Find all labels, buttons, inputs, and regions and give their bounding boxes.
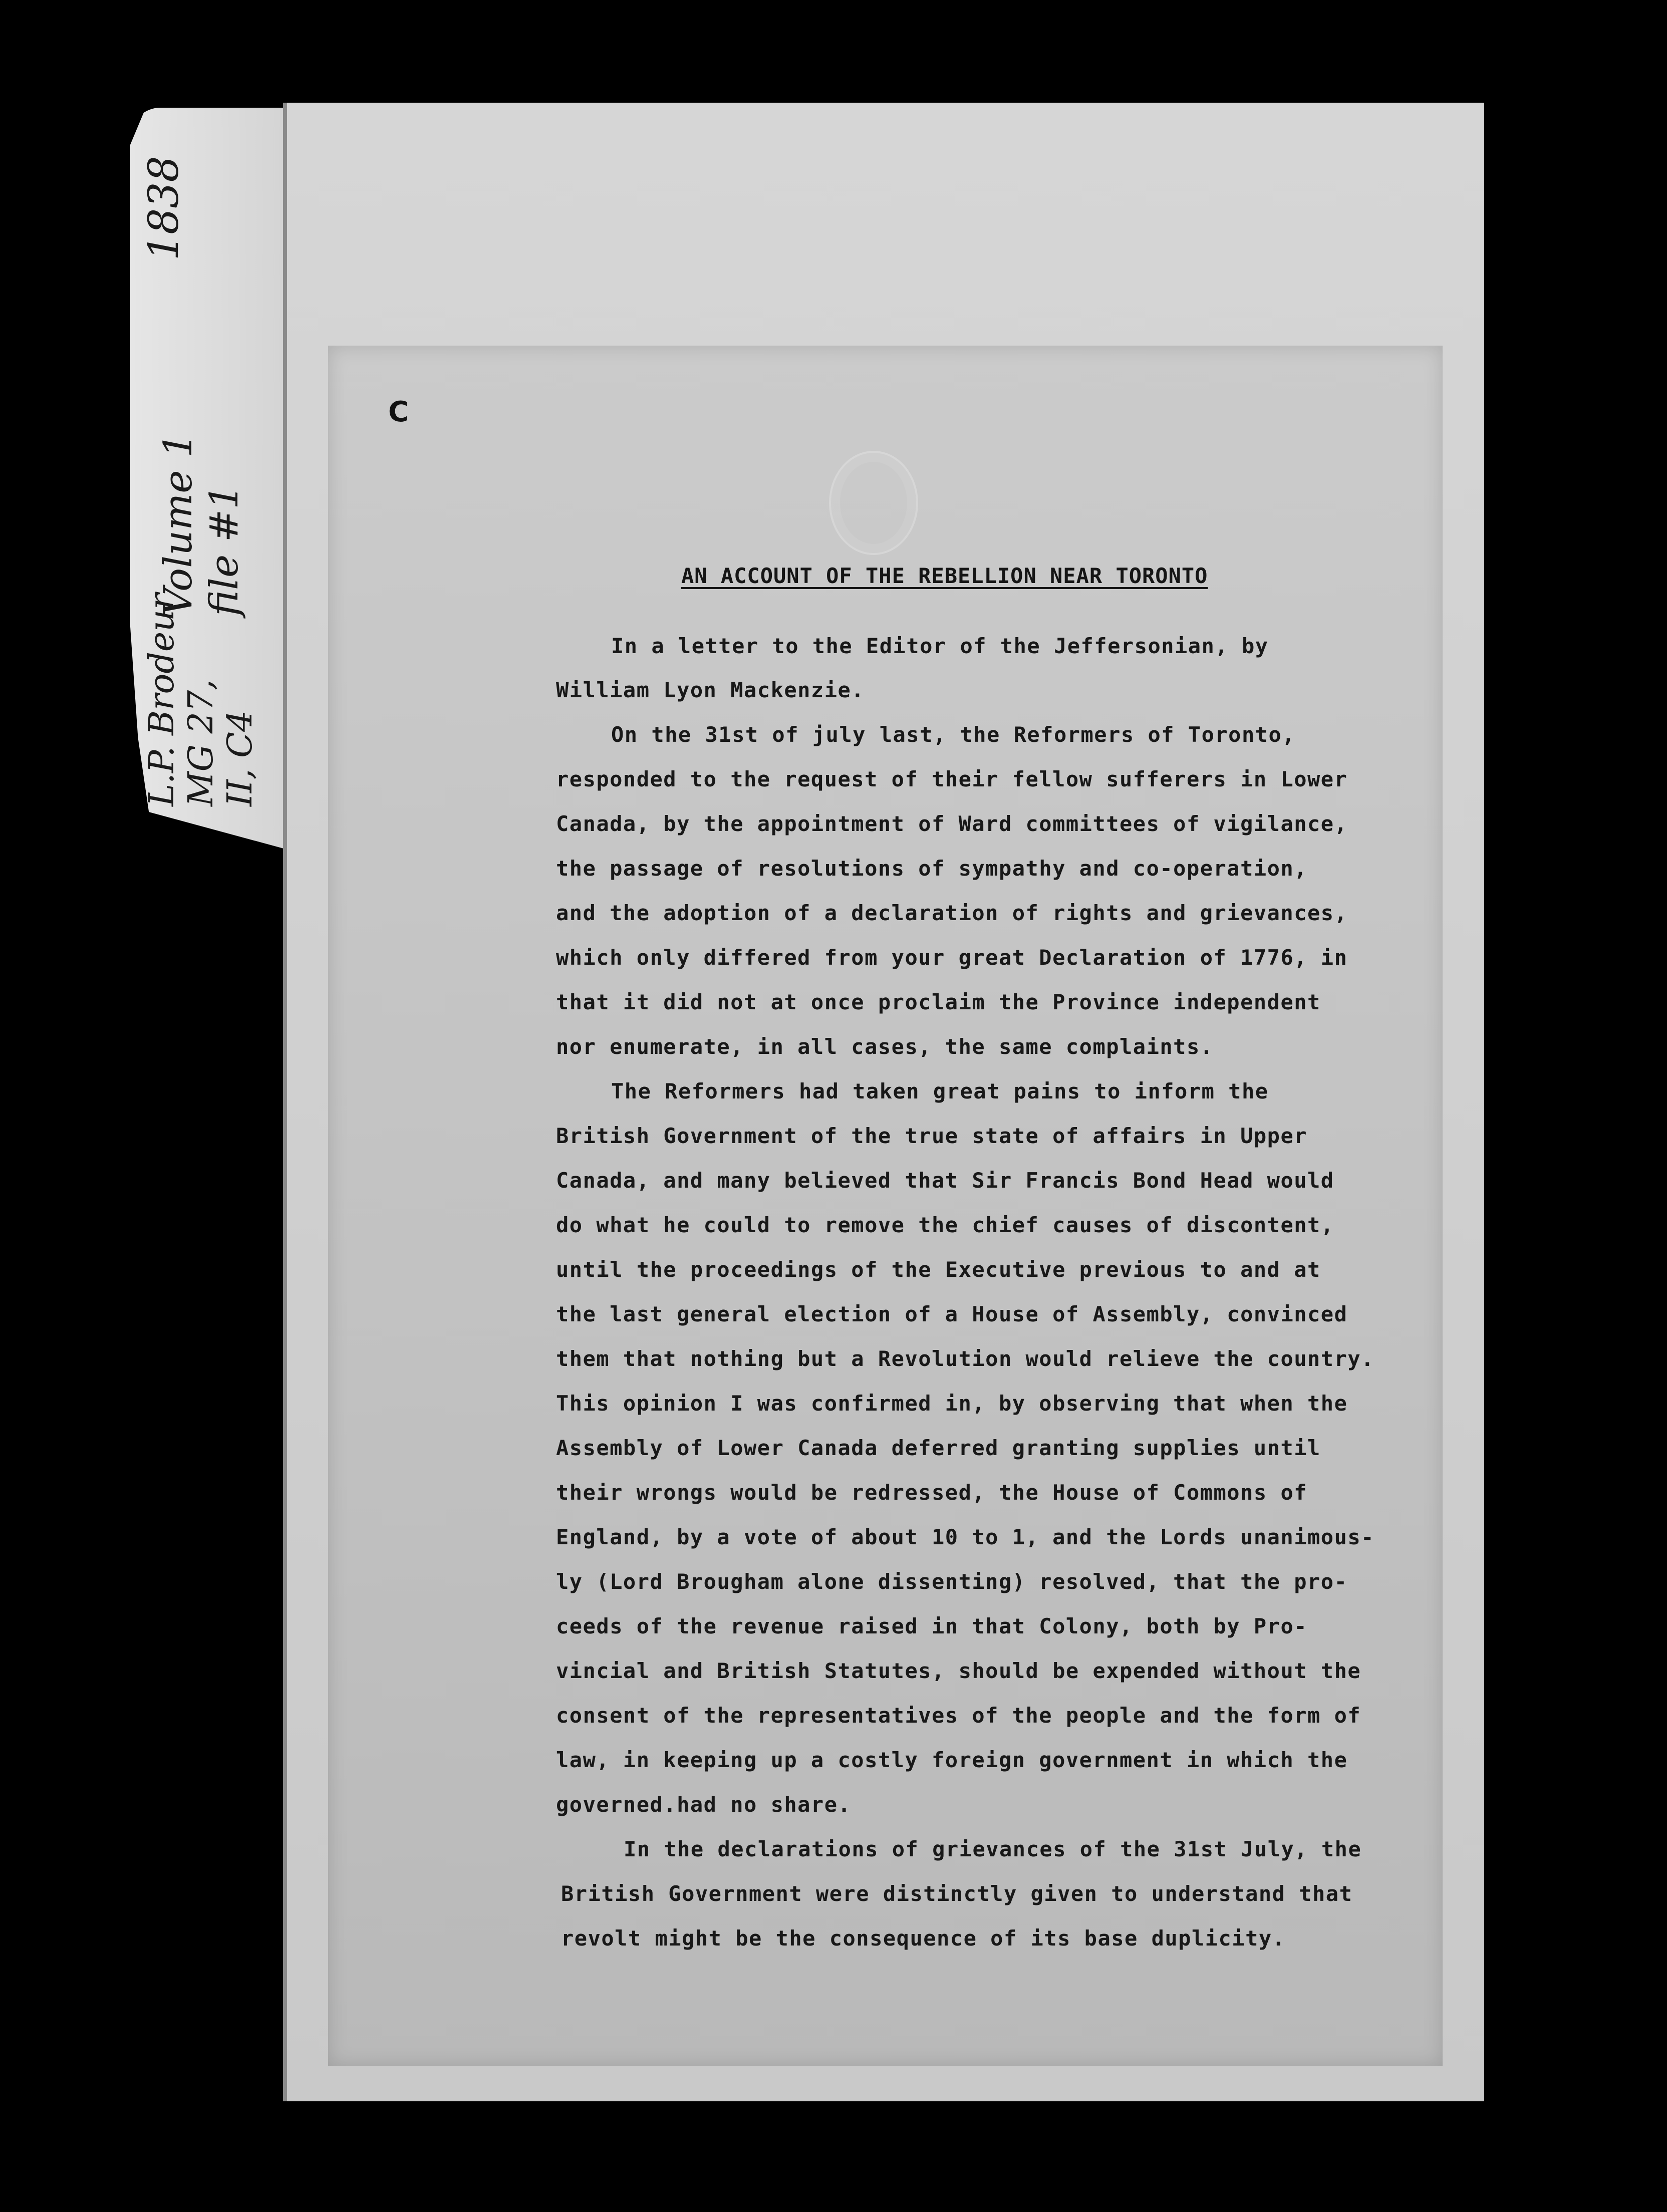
text-line: nor enumerate, in all cases, the same complaints. <box>556 1034 1214 1059</box>
seal-watermark-icon <box>829 451 918 555</box>
text-line: British Government were distinctly given to understand that <box>561 1881 1353 1906</box>
margin-note-volume <box>155 433 247 616</box>
text-line: revolt might be the consequence of its base duplicity. <box>561 1926 1286 1951</box>
text-line: the last general election of a House of Assembly, convinced <box>556 1302 1348 1326</box>
text-line: Canada, by the appointment of Ward committees of vigilance, <box>556 811 1348 836</box>
margin-note-collection-ref: MG 27, <box>181 679 221 806</box>
text-line: In the declarations of grievances of the 31st July, the <box>624 1837 1362 1861</box>
text-line: until the proceedings of the Executive previous to and at <box>556 1257 1321 1282</box>
text-line: ceeds of the revenue raised in that Colony, both by Pro- <box>556 1614 1308 1638</box>
text-line: consent of the representatives of the people and the form of <box>556 1703 1361 1728</box>
text-line: governed.had no share. <box>556 1792 852 1817</box>
text-line: British Government of the true state of affairs in Upper <box>556 1124 1308 1148</box>
document-title: AN ACCOUNT OF THE REBELLION NEAR TORONTO <box>681 564 1208 588</box>
margin-note-collection-name: L.P. Brodeur <box>142 593 182 806</box>
text-line: William Lyon Mackenzie. <box>556 678 865 702</box>
text-line: their wrongs would be redressed, the House of Commons of <box>556 1480 1308 1505</box>
text-line: On the 31st of july last, the Reformers of Toronto, <box>611 722 1296 747</box>
text-line: vincial and British Statutes, should be expended without the <box>556 1658 1361 1683</box>
text-line: the passage of resolutions of sympathy and co-operation, <box>556 856 1308 881</box>
text-line: This opinion I was confirmed in, by observing that when the <box>556 1391 1348 1416</box>
margin-note-volume-line: Volume 1 <box>156 433 201 616</box>
text-line: Assembly of Lower Canada deferred granting supplies until <box>556 1436 1321 1460</box>
text-line: responded to the request of their fellow sufferers in Lower <box>556 767 1348 791</box>
text-line: and the adoption of a declaration of rights and grievances, <box>556 901 1348 925</box>
text-line: ly (Lord Brougham alone dissenting) resolved, that the pro- <box>556 1569 1348 1594</box>
punch-mark: C <box>388 396 409 428</box>
document-page <box>328 346 1443 2066</box>
text-line: do what he could to remove the chief causes of discontent, <box>556 1213 1334 1237</box>
text-line: England, by a vote of about 10 to 1, and the Lords unanimous- <box>556 1525 1374 1549</box>
text-line: them that nothing but a Revolution would relieve the country. <box>556 1346 1374 1371</box>
text-line: which only differed from your great Declaration of 1776, in <box>556 945 1348 970</box>
text-line: In a letter to the Editor of the Jeffersonian, by <box>611 634 1269 658</box>
text-line: law, in keeping up a costly foreign government in which the <box>556 1748 1348 1772</box>
margin-note-year: 1838 <box>140 156 188 260</box>
text-line: that it did not at once proclaim the Province independent <box>556 990 1321 1014</box>
margin-note-file-line: file #1 <box>202 484 247 616</box>
text-line: The Reformers had taken great pains to inform the <box>611 1079 1269 1103</box>
margin-note-collection <box>143 594 260 806</box>
text-line: Canada, and many believed that Sir Francis Bond Head would <box>556 1168 1334 1193</box>
margin-note-collection-series: II, C4 <box>220 710 260 806</box>
